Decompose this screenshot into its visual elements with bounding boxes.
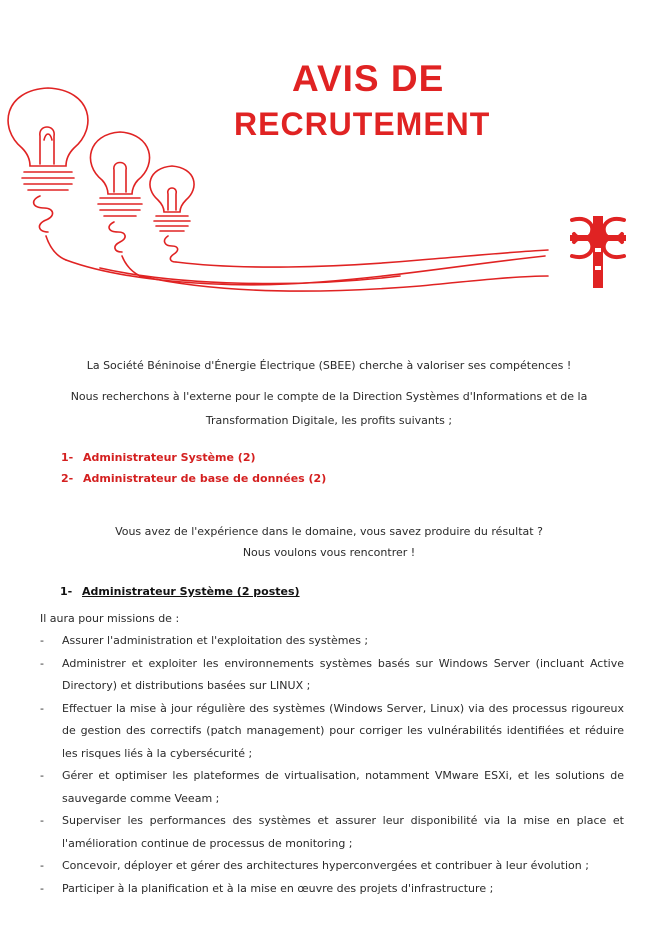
invite-line-1: Vous avez de l'expérience dans le domaine, vous savez produire du résultat ?	[115, 525, 543, 538]
list-item: - Concevoir, déployer et gérer des architectures hyperconvergées et contribuer à leur évolution ;	[40, 859, 589, 872]
mission-text: Assurer l'administration et l'exploitation des systèmes ;	[62, 634, 369, 647]
profile-number: 1-	[61, 451, 74, 464]
profile-label: Administrateur Système (2)	[83, 451, 256, 464]
intro-line-1: La Société Béninoise d'Énergie Électrique (SBEE) cherche à valoriser ses compétences !	[86, 359, 572, 372]
mission-text: Administrer et exploiter les environnements systèmes basés sur Windows Server (incluant Active Directory) et distributions basées sur LINUX ;	[62, 656, 624, 692]
mission-text: Participer à la planification et à la mise en œuvre des projets d'infrastructure ;	[62, 881, 494, 895]
intro-line-3: Transformation Digitale, les profits suivants ;	[205, 414, 453, 427]
title-line-2: RECRUTEMENT	[234, 106, 491, 142]
bulb-large-icon	[8, 88, 88, 260]
section-title: Administrateur Système (2 postes)	[82, 585, 300, 598]
section-heading	[60, 585, 300, 598]
mission-text: Concevoir, déployer et gérer des architectures hyperconvergées et contribuer à leur évolution ;	[62, 859, 589, 872]
list-item: - Administrer et exploiter les environnements systèmes basés sur Windows Server (incluant Active Directory) et distributions basées sur LINUX ;	[40, 656, 624, 692]
missions-list	[40, 630, 624, 900]
list-item: - Superviser les performances des systèmes et assurer leur disponibilité via la mise en place et l'amélioration continue de processus de monitoring ;	[40, 814, 624, 850]
sbee-logo-icon	[568, 208, 628, 290]
invite-line-2: Nous voulons vous rencontrer !	[242, 546, 416, 559]
bulb-small-icon	[150, 166, 194, 262]
profile-label: Administrateur de base de données (2)	[83, 472, 327, 485]
light-bulbs-illustration	[0, 80, 560, 300]
missions-intro: Il aura pour missions de :	[40, 612, 180, 625]
mission-text: Effectuer la mise à jour régulière des systèmes (Windows Server, Linux) via des processus rigoureux de gestion des correctifs (patch management) pour corriger les vulnérabilités identifiées et réduire les risques liés à la cybersécurité ;	[62, 701, 624, 760]
list-item: - Participer à la planification et à la mise en œuvre des projets d'infrastructure ;	[40, 881, 494, 895]
intro-line-2: Nous recherchons à l'externe pour le compte de la Direction Systèmes d'Informations et de la	[70, 390, 588, 403]
profile-item	[61, 451, 256, 464]
list-item: - Gérer et optimiser les plateformes de virtualisation, notamment VMware ESXi, et les solutions de sauvegarde comme Veeam ;	[40, 769, 624, 805]
section-number: 1-	[60, 585, 73, 598]
profile-item	[61, 472, 326, 485]
bulb-medium-icon	[90, 132, 149, 276]
mission-text: Gérer et optimiser les plateformes de virtualisation, notamment VMware ESXi, et les solutions de sauvegarde comme Veeam ;	[62, 769, 624, 805]
list-item: - Effectuer la mise à jour régulière des systèmes (Windows Server, Linux) via des processus rigoureux de gestion des correctifs (patch management) pour corriger les vulnérabilités identifiées et réduire les risques liés à la cybersécurité ;	[40, 701, 624, 760]
profile-number: 2-	[61, 472, 74, 485]
mission-text: Superviser les performances des systèmes et assurer leur disponibilité via la mise en place et l'amélioration continue de processus de monitoring ;	[62, 814, 624, 850]
title-line-1: AVIS DE	[292, 58, 445, 99]
list-item: - Assurer l'administration et l'exploitation des systèmes ;	[40, 634, 369, 647]
